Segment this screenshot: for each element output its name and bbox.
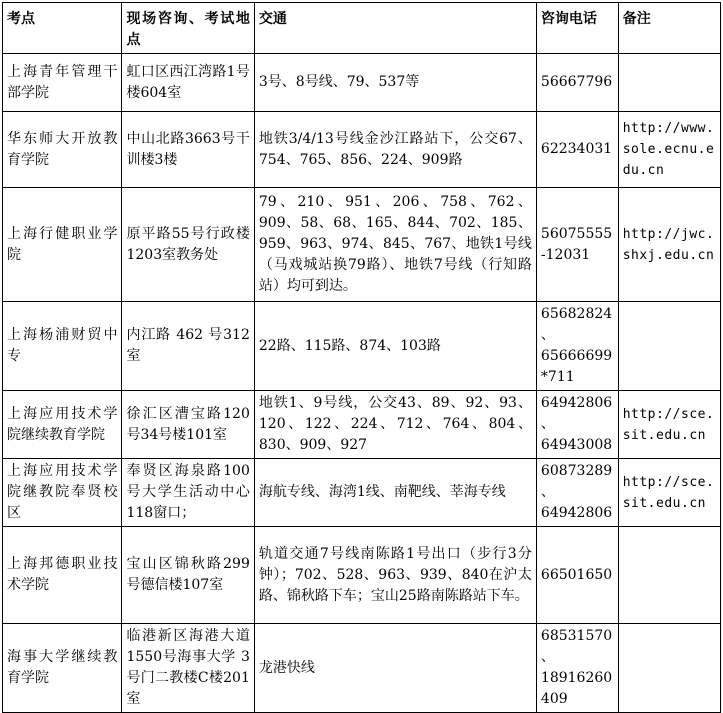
address-cell: 徐汇区漕宝路120号34号楼101室 <box>122 391 254 459</box>
header-phone: 咨询电话 <box>536 3 618 54</box>
site-cell: 上海青年管理干部学院 <box>3 54 122 112</box>
address-cell: 内江路 462 号312室 <box>122 302 254 391</box>
site-cell: 海事大学继续教育学院 <box>3 624 122 713</box>
table-row <box>3 54 721 112</box>
phone-cell <box>536 188 618 302</box>
phone-line: 64942806 <box>540 395 613 411</box>
traffic-cell: 22路、115路、874、103路 <box>254 302 536 391</box>
address-cell: 宝山区锦秋路299号德信楼107室 <box>122 527 254 624</box>
header-row <box>3 3 721 54</box>
phone-line: 56667796 <box>540 74 613 90</box>
site-cell: 上海行健职业学院 <box>3 188 122 302</box>
phone-line: -12031 <box>540 246 591 263</box>
site-cell: 上海应用技术学院继续教育学院 <box>3 391 122 459</box>
site-cell: 上海应用技术学院继教院奉贤校区 <box>3 459 122 527</box>
traffic-cell: 轨道交通7号线南陈路1号出口（步行3分钟）；702、528、963、939、840在沪太路、锦秋路下车；宝山25路南陈路站下车。 <box>254 527 536 624</box>
note-cell: http://www.sole.ecnu.edu.cn <box>618 112 720 188</box>
traffic-cell: 3号、8号线、79、537等 <box>254 54 536 112</box>
table-row <box>3 527 721 624</box>
phone-cell <box>536 302 618 391</box>
site-cell: 上海邦德职业技术学院 <box>3 527 122 624</box>
table-row <box>3 391 721 459</box>
phone-cell <box>536 459 618 527</box>
header-address: 现场咨询、考试地点 <box>122 3 254 54</box>
phone-cell <box>536 527 618 624</box>
phone-line: *711 <box>540 369 575 385</box>
phone-line: 68531570 <box>540 628 613 644</box>
phone-line: 409 <box>540 691 568 707</box>
phone-line: 、 <box>540 649 555 665</box>
phone-line: 64943008 <box>540 437 613 453</box>
address-cell: 临港新区海港大道1550号海事大学 3 号门二教楼C楼201室 <box>122 624 254 713</box>
note-cell: http://jwc.shxj.edu.cn <box>618 188 720 302</box>
traffic-cell: 79、210、951、206、758、762、909、58、68、165、844、702、185、959、963、974、845、767、地铁1号线（马戏城站换79路）、地铁7号线（行知路站）均可到达。 <box>254 188 536 302</box>
header-note: 备注 <box>618 3 720 54</box>
phone-line: 65682824 <box>540 306 613 322</box>
table-row <box>3 302 721 391</box>
table-row <box>3 112 721 188</box>
address-cell: 虹口区西江湾路1号楼604室 <box>122 54 254 112</box>
phone-line: 、 <box>540 484 555 500</box>
phone-line: 18916260 <box>540 670 613 686</box>
phone-line: 、 <box>540 327 555 343</box>
phone-cell <box>536 391 618 459</box>
note-cell <box>618 624 720 713</box>
note-cell: http://sce.sit.edu.cn <box>618 391 720 459</box>
traffic-cell: 地铁1、9号线，公交43、89、92、93、120、122、224、712、764、804、830、909、927 <box>254 391 536 459</box>
phone-line: 65666699 <box>540 348 613 364</box>
phone-line: 56075555 <box>540 225 613 242</box>
traffic-cell: 龙港快线 <box>254 624 536 713</box>
site-cell: 华东师大开放教育学院 <box>3 112 122 188</box>
phone-cell <box>536 624 618 713</box>
site-cell: 上海杨浦财贸中专 <box>3 302 122 391</box>
note-cell <box>618 54 720 112</box>
phone-cell <box>536 54 618 112</box>
phone-line: 、 <box>540 416 555 432</box>
note-cell <box>618 527 720 624</box>
exam-site-table <box>2 2 721 713</box>
note-cell: http://sce.sit.edu.cn <box>618 459 720 527</box>
table-row <box>3 624 721 713</box>
table-row <box>3 188 721 302</box>
phone-cell <box>536 112 618 188</box>
table-row <box>3 459 721 527</box>
note-cell <box>618 302 720 391</box>
address-cell: 中山北路3663号干训楼3楼 <box>122 112 254 188</box>
phone-line: 60873289 <box>540 463 613 479</box>
traffic-cell: 地铁3/4/13号线金沙江路站下，公交67、754、765、856、224、909路 <box>254 112 536 188</box>
header-site: 考点 <box>3 3 122 54</box>
phone-line: 64942806 <box>540 505 613 521</box>
header-traffic: 交通 <box>254 3 536 54</box>
address-cell: 奉贤区海泉路100号大学生活动中心118窗口； <box>122 459 254 527</box>
address-cell: 原平路55号行政楼1203室教务处 <box>122 188 254 302</box>
phone-line: 66501650 <box>540 566 613 583</box>
traffic-cell: 海航专线、海湾1线、南靶线、莘海专线 <box>254 459 536 527</box>
phone-line: 62234031 <box>540 141 613 157</box>
